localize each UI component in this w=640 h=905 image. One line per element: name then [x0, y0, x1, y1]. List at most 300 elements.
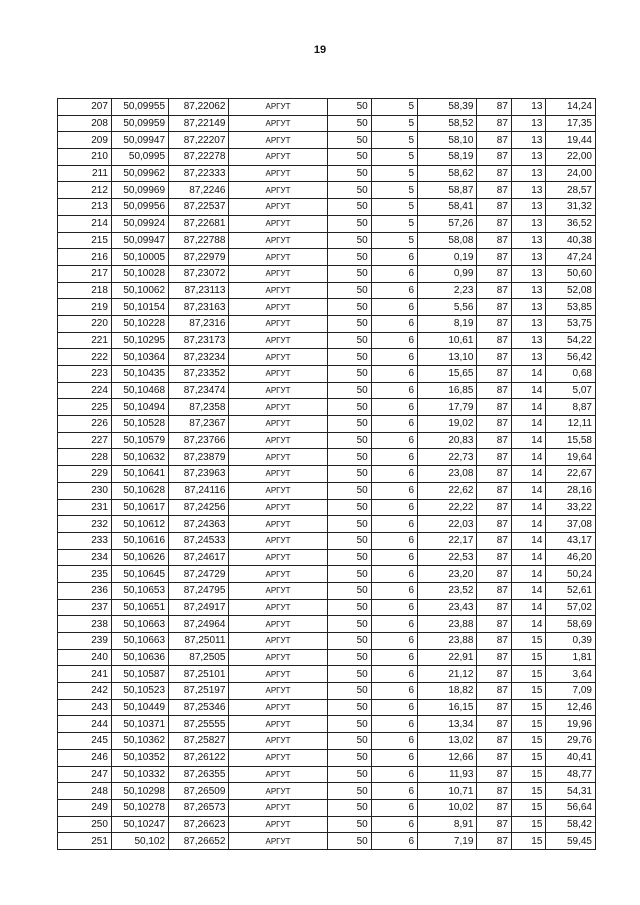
lat-degrees-cell: 50 — [327, 749, 371, 766]
lon-seconds-cell: 40,41 — [546, 749, 596, 766]
page-number: 19 — [313, 44, 327, 56]
lon-seconds-cell: 28,16 — [546, 482, 596, 499]
lon-minutes-cell: 13 — [511, 149, 546, 166]
lat-degrees-cell: 50 — [327, 466, 371, 483]
latitude-decimal-cell: 50,10636 — [111, 649, 168, 666]
longitude-decimal-cell: 87,24363 — [169, 516, 229, 533]
lat-seconds-cell: 0,19 — [418, 249, 477, 266]
lat-seconds-cell: 8,19 — [418, 315, 477, 332]
lat-degrees-cell: 50 — [327, 315, 371, 332]
lat-minutes-cell: 5 — [371, 99, 417, 116]
longitude-decimal-cell: 87,22537 — [169, 199, 229, 216]
point-number-cell: 220 — [58, 315, 112, 332]
longitude-decimal-cell: 87,24617 — [169, 549, 229, 566]
lon-minutes-cell: 15 — [511, 716, 546, 733]
lon-minutes-cell: 13 — [511, 232, 546, 249]
lat-degrees-cell: 50 — [327, 499, 371, 516]
lat-degrees-cell: 50 — [327, 399, 371, 416]
lon-minutes-cell: 14 — [511, 466, 546, 483]
lat-degrees-cell: 50 — [327, 215, 371, 232]
lat-seconds-cell: 12,66 — [418, 749, 477, 766]
lon-minutes-cell: 15 — [511, 683, 546, 700]
latitude-decimal-cell: 50,09924 — [111, 215, 168, 232]
point-number-cell: 211 — [58, 165, 112, 182]
lon-seconds-cell: 15,58 — [546, 432, 596, 449]
lon-minutes-cell: 15 — [511, 699, 546, 716]
lat-seconds-cell: 58,87 — [418, 182, 477, 199]
river-name-cell: АРГУТ — [229, 582, 327, 599]
point-number-cell: 217 — [58, 265, 112, 282]
table-row — [58, 516, 596, 533]
longitude-decimal-cell: 87,2367 — [169, 416, 229, 433]
longitude-decimal-cell: 87,24116 — [169, 482, 229, 499]
lon-degrees-cell: 87 — [477, 716, 512, 733]
river-name-cell: АРГУТ — [229, 199, 327, 216]
lon-seconds-cell: 31,32 — [546, 199, 596, 216]
river-name-cell: АРГУТ — [229, 182, 327, 199]
table-row — [58, 432, 596, 449]
lat-degrees-cell: 50 — [327, 549, 371, 566]
lat-seconds-cell: 57,26 — [418, 215, 477, 232]
lat-minutes-cell: 6 — [371, 633, 417, 650]
lon-degrees-cell: 87 — [477, 799, 512, 816]
point-number-cell: 208 — [58, 115, 112, 132]
table-row — [58, 366, 596, 383]
latitude-decimal-cell: 50,10626 — [111, 549, 168, 566]
table-row — [58, 315, 596, 332]
point-number-cell: 237 — [58, 599, 112, 616]
point-number-cell: 212 — [58, 182, 112, 199]
lon-minutes-cell: 13 — [511, 215, 546, 232]
table-row — [58, 332, 596, 349]
lat-degrees-cell: 50 — [327, 799, 371, 816]
longitude-decimal-cell: 87,26652 — [169, 833, 229, 850]
longitude-decimal-cell: 87,24256 — [169, 499, 229, 516]
point-number-cell: 232 — [58, 516, 112, 533]
lon-minutes-cell: 13 — [511, 132, 546, 149]
lat-seconds-cell: 16,15 — [418, 699, 477, 716]
table-row — [58, 532, 596, 549]
latitude-decimal-cell: 50,0995 — [111, 149, 168, 166]
river-name-cell: АРГУТ — [229, 382, 327, 399]
lat-minutes-cell: 6 — [371, 332, 417, 349]
lon-degrees-cell: 87 — [477, 199, 512, 216]
lat-seconds-cell: 13,34 — [418, 716, 477, 733]
lon-minutes-cell: 14 — [511, 532, 546, 549]
table-row — [58, 482, 596, 499]
lat-degrees-cell: 50 — [327, 616, 371, 633]
table-row — [58, 716, 596, 733]
point-number-cell: 210 — [58, 149, 112, 166]
longitude-decimal-cell: 87,2505 — [169, 649, 229, 666]
latitude-decimal-cell: 50,10364 — [111, 349, 168, 366]
point-number-cell: 226 — [58, 416, 112, 433]
latitude-decimal-cell: 50,10651 — [111, 599, 168, 616]
lat-minutes-cell: 6 — [371, 532, 417, 549]
lat-minutes-cell: 6 — [371, 449, 417, 466]
lat-degrees-cell: 50 — [327, 816, 371, 833]
longitude-decimal-cell: 87,23163 — [169, 299, 229, 316]
river-name-cell: АРГУТ — [229, 683, 327, 700]
lon-seconds-cell: 22,67 — [546, 466, 596, 483]
lon-seconds-cell: 12,11 — [546, 416, 596, 433]
lat-minutes-cell: 6 — [371, 666, 417, 683]
lon-minutes-cell: 13 — [511, 299, 546, 316]
lat-seconds-cell: 17,79 — [418, 399, 477, 416]
table-row — [58, 766, 596, 783]
lat-seconds-cell: 13,10 — [418, 349, 477, 366]
lon-degrees-cell: 87 — [477, 399, 512, 416]
longitude-decimal-cell: 87,24795 — [169, 582, 229, 599]
river-name-cell: АРГУТ — [229, 165, 327, 182]
point-number-cell: 223 — [58, 366, 112, 383]
lat-degrees-cell: 50 — [327, 115, 371, 132]
river-name-cell: АРГУТ — [229, 716, 327, 733]
lon-minutes-cell: 14 — [511, 482, 546, 499]
longitude-decimal-cell: 87,2246 — [169, 182, 229, 199]
lat-minutes-cell: 6 — [371, 516, 417, 533]
lon-degrees-cell: 87 — [477, 416, 512, 433]
lon-seconds-cell: 5,07 — [546, 382, 596, 399]
table-row — [58, 449, 596, 466]
latitude-decimal-cell: 50,10528 — [111, 416, 168, 433]
river-name-cell: АРГУТ — [229, 566, 327, 583]
lon-seconds-cell: 24,00 — [546, 165, 596, 182]
lat-seconds-cell: 5,56 — [418, 299, 477, 316]
latitude-decimal-cell: 50,10587 — [111, 666, 168, 683]
lat-degrees-cell: 50 — [327, 282, 371, 299]
lat-minutes-cell: 6 — [371, 282, 417, 299]
lon-degrees-cell: 87 — [477, 382, 512, 399]
lat-degrees-cell: 50 — [327, 416, 371, 433]
point-number-cell: 229 — [58, 466, 112, 483]
lon-degrees-cell: 87 — [477, 332, 512, 349]
lat-minutes-cell: 6 — [371, 315, 417, 332]
longitude-decimal-cell: 87,22207 — [169, 132, 229, 149]
lon-seconds-cell: 0,39 — [546, 633, 596, 650]
point-number-cell: 246 — [58, 749, 112, 766]
lat-degrees-cell: 50 — [327, 182, 371, 199]
table-row — [58, 599, 596, 616]
lat-seconds-cell: 22,91 — [418, 649, 477, 666]
table-row — [58, 666, 596, 683]
lat-minutes-cell: 6 — [371, 382, 417, 399]
river-name-cell: АРГУТ — [229, 599, 327, 616]
point-number-cell: 250 — [58, 816, 112, 833]
longitude-decimal-cell: 87,22149 — [169, 115, 229, 132]
lon-degrees-cell: 87 — [477, 649, 512, 666]
lon-degrees-cell: 87 — [477, 466, 512, 483]
latitude-decimal-cell: 50,10371 — [111, 716, 168, 733]
point-number-cell: 207 — [58, 99, 112, 116]
lat-degrees-cell: 50 — [327, 232, 371, 249]
river-name-cell: АРГУТ — [229, 699, 327, 716]
longitude-decimal-cell: 87,22333 — [169, 165, 229, 182]
lon-minutes-cell: 13 — [511, 182, 546, 199]
latitude-decimal-cell: 50,10612 — [111, 516, 168, 533]
longitude-decimal-cell: 87,22681 — [169, 215, 229, 232]
point-number-cell: 225 — [58, 399, 112, 416]
lat-minutes-cell: 6 — [371, 582, 417, 599]
river-name-cell: АРГУТ — [229, 666, 327, 683]
table-row — [58, 616, 596, 633]
lat-degrees-cell: 50 — [327, 566, 371, 583]
lon-seconds-cell: 47,24 — [546, 249, 596, 266]
table-row — [58, 182, 596, 199]
lat-degrees-cell: 50 — [327, 482, 371, 499]
table-row — [58, 349, 596, 366]
point-number-cell: 221 — [58, 332, 112, 349]
lat-seconds-cell: 8,91 — [418, 816, 477, 833]
latitude-decimal-cell: 50,09959 — [111, 115, 168, 132]
lon-degrees-cell: 87 — [477, 432, 512, 449]
lon-degrees-cell: 87 — [477, 566, 512, 583]
table-row — [58, 99, 596, 116]
lat-seconds-cell: 23,52 — [418, 582, 477, 599]
latitude-decimal-cell: 50,10062 — [111, 282, 168, 299]
lat-degrees-cell: 50 — [327, 99, 371, 116]
latitude-decimal-cell: 50,10247 — [111, 816, 168, 833]
lon-degrees-cell: 87 — [477, 499, 512, 516]
lat-minutes-cell: 6 — [371, 816, 417, 833]
lat-degrees-cell: 50 — [327, 332, 371, 349]
river-name-cell: АРГУТ — [229, 733, 327, 750]
point-number-cell: 239 — [58, 633, 112, 650]
lat-degrees-cell: 50 — [327, 299, 371, 316]
river-name-cell: АРГУТ — [229, 549, 327, 566]
lat-minutes-cell: 5 — [371, 115, 417, 132]
lon-seconds-cell: 19,44 — [546, 132, 596, 149]
lon-seconds-cell: 57,02 — [546, 599, 596, 616]
table-row — [58, 249, 596, 266]
latitude-decimal-cell: 50,10663 — [111, 616, 168, 633]
table-row — [58, 382, 596, 399]
lat-minutes-cell: 6 — [371, 599, 417, 616]
lon-minutes-cell: 14 — [511, 516, 546, 533]
lon-seconds-cell: 58,69 — [546, 616, 596, 633]
lat-minutes-cell: 6 — [371, 683, 417, 700]
point-number-cell: 238 — [58, 616, 112, 633]
table-row — [58, 549, 596, 566]
lat-degrees-cell: 50 — [327, 649, 371, 666]
table-row — [58, 733, 596, 750]
lon-degrees-cell: 87 — [477, 299, 512, 316]
table-row — [58, 165, 596, 182]
table-row — [58, 582, 596, 599]
lat-degrees-cell: 50 — [327, 683, 371, 700]
latitude-decimal-cell: 50,10228 — [111, 315, 168, 332]
lon-degrees-cell: 87 — [477, 616, 512, 633]
table-body — [58, 99, 596, 850]
river-name-cell: АРГУТ — [229, 766, 327, 783]
lon-seconds-cell: 19,96 — [546, 716, 596, 733]
lat-degrees-cell: 50 — [327, 199, 371, 216]
lon-seconds-cell: 3,64 — [546, 666, 596, 683]
point-number-cell: 219 — [58, 299, 112, 316]
lon-seconds-cell: 43,17 — [546, 532, 596, 549]
lat-minutes-cell: 6 — [371, 549, 417, 566]
lat-minutes-cell: 6 — [371, 649, 417, 666]
point-number-cell: 249 — [58, 799, 112, 816]
latitude-decimal-cell: 50,10579 — [111, 432, 168, 449]
lon-seconds-cell: 29,76 — [546, 733, 596, 750]
point-number-cell: 230 — [58, 482, 112, 499]
lat-minutes-cell: 6 — [371, 349, 417, 366]
lon-seconds-cell: 33,22 — [546, 499, 596, 516]
lon-minutes-cell: 13 — [511, 99, 546, 116]
lon-seconds-cell: 8,87 — [546, 399, 596, 416]
lat-minutes-cell: 6 — [371, 482, 417, 499]
lon-minutes-cell: 14 — [511, 382, 546, 399]
lon-degrees-cell: 87 — [477, 749, 512, 766]
lat-minutes-cell: 5 — [371, 149, 417, 166]
lat-minutes-cell: 6 — [371, 616, 417, 633]
latitude-decimal-cell: 50,10352 — [111, 749, 168, 766]
lat-degrees-cell: 50 — [327, 432, 371, 449]
table-row — [58, 199, 596, 216]
longitude-decimal-cell: 87,23766 — [169, 432, 229, 449]
point-number-cell: 209 — [58, 132, 112, 149]
point-number-cell: 213 — [58, 199, 112, 216]
lat-minutes-cell: 6 — [371, 749, 417, 766]
coordinates-table — [57, 98, 596, 850]
longitude-decimal-cell: 87,26623 — [169, 816, 229, 833]
latitude-decimal-cell: 50,10362 — [111, 733, 168, 750]
river-name-cell: АРГУТ — [229, 466, 327, 483]
lon-seconds-cell: 19,64 — [546, 449, 596, 466]
lon-degrees-cell: 87 — [477, 516, 512, 533]
longitude-decimal-cell: 87,25011 — [169, 633, 229, 650]
river-name-cell: АРГУТ — [229, 516, 327, 533]
river-name-cell: АРГУТ — [229, 799, 327, 816]
latitude-decimal-cell: 50,10295 — [111, 332, 168, 349]
point-number-cell: 222 — [58, 349, 112, 366]
lon-minutes-cell: 13 — [511, 349, 546, 366]
point-number-cell: 247 — [58, 766, 112, 783]
lon-degrees-cell: 87 — [477, 833, 512, 850]
point-number-cell: 244 — [58, 716, 112, 733]
lon-seconds-cell: 50,60 — [546, 265, 596, 282]
lat-minutes-cell: 5 — [371, 199, 417, 216]
lat-minutes-cell: 6 — [371, 299, 417, 316]
point-number-cell: 216 — [58, 249, 112, 266]
table-row — [58, 416, 596, 433]
longitude-decimal-cell: 87,24964 — [169, 616, 229, 633]
longitude-decimal-cell: 87,25101 — [169, 666, 229, 683]
river-name-cell: АРГУТ — [229, 215, 327, 232]
lat-degrees-cell: 50 — [327, 132, 371, 149]
lat-seconds-cell: 18,82 — [418, 683, 477, 700]
river-name-cell: АРГУТ — [229, 416, 327, 433]
lon-seconds-cell: 48,77 — [546, 766, 596, 783]
longitude-decimal-cell: 87,24729 — [169, 566, 229, 583]
lon-degrees-cell: 87 — [477, 265, 512, 282]
longitude-decimal-cell: 87,24533 — [169, 532, 229, 549]
lat-degrees-cell: 50 — [327, 783, 371, 800]
lon-minutes-cell: 15 — [511, 766, 546, 783]
lon-minutes-cell: 13 — [511, 249, 546, 266]
latitude-decimal-cell: 50,10298 — [111, 783, 168, 800]
lon-degrees-cell: 87 — [477, 666, 512, 683]
latitude-decimal-cell: 50,09947 — [111, 132, 168, 149]
lon-degrees-cell: 87 — [477, 482, 512, 499]
lat-seconds-cell: 22,53 — [418, 549, 477, 566]
lat-minutes-cell: 6 — [371, 699, 417, 716]
river-name-cell: АРГУТ — [229, 265, 327, 282]
river-name-cell: АРГУТ — [229, 349, 327, 366]
lon-degrees-cell: 87 — [477, 816, 512, 833]
river-name-cell: АРГУТ — [229, 499, 327, 516]
lat-minutes-cell: 6 — [371, 766, 417, 783]
river-name-cell: АРГУТ — [229, 115, 327, 132]
point-number-cell: 233 — [58, 532, 112, 549]
lat-minutes-cell: 5 — [371, 215, 417, 232]
lon-degrees-cell: 87 — [477, 366, 512, 383]
longitude-decimal-cell: 87,24917 — [169, 599, 229, 616]
latitude-decimal-cell: 50,10617 — [111, 499, 168, 516]
lon-seconds-cell: 52,08 — [546, 282, 596, 299]
longitude-decimal-cell: 87,26122 — [169, 749, 229, 766]
lat-minutes-cell: 6 — [371, 783, 417, 800]
lat-seconds-cell: 22,22 — [418, 499, 477, 516]
lon-minutes-cell: 13 — [511, 315, 546, 332]
lat-minutes-cell: 5 — [371, 232, 417, 249]
longitude-decimal-cell: 87,26573 — [169, 799, 229, 816]
longitude-decimal-cell: 87,23113 — [169, 282, 229, 299]
latitude-decimal-cell: 50,09947 — [111, 232, 168, 249]
river-name-cell: АРГУТ — [229, 749, 327, 766]
lon-minutes-cell: 13 — [511, 265, 546, 282]
lon-seconds-cell: 7,09 — [546, 683, 596, 700]
table-row — [58, 816, 596, 833]
longitude-decimal-cell: 87,23234 — [169, 349, 229, 366]
lon-seconds-cell: 56,64 — [546, 799, 596, 816]
table-row — [58, 783, 596, 800]
lat-degrees-cell: 50 — [327, 766, 371, 783]
lat-minutes-cell: 6 — [371, 716, 417, 733]
lon-degrees-cell: 87 — [477, 182, 512, 199]
lon-degrees-cell: 87 — [477, 766, 512, 783]
longitude-decimal-cell: 87,23173 — [169, 332, 229, 349]
table-row — [58, 215, 596, 232]
point-number-cell: 236 — [58, 582, 112, 599]
river-name-cell: АРГУТ — [229, 532, 327, 549]
river-name-cell: АРГУТ — [229, 783, 327, 800]
lon-minutes-cell: 13 — [511, 332, 546, 349]
lat-seconds-cell: 58,39 — [418, 99, 477, 116]
longitude-decimal-cell: 87,22278 — [169, 149, 229, 166]
longitude-decimal-cell: 87,26355 — [169, 766, 229, 783]
river-name-cell: АРГУТ — [229, 332, 327, 349]
lon-degrees-cell: 87 — [477, 115, 512, 132]
lat-minutes-cell: 6 — [371, 499, 417, 516]
longitude-decimal-cell: 87,25827 — [169, 733, 229, 750]
lon-degrees-cell: 87 — [477, 132, 512, 149]
lat-minutes-cell: 6 — [371, 799, 417, 816]
lat-seconds-cell: 58,10 — [418, 132, 477, 149]
lat-seconds-cell: 13,02 — [418, 733, 477, 750]
lat-minutes-cell: 6 — [371, 566, 417, 583]
lon-degrees-cell: 87 — [477, 683, 512, 700]
table-row — [58, 232, 596, 249]
lon-seconds-cell: 1,81 — [546, 649, 596, 666]
lat-degrees-cell: 50 — [327, 165, 371, 182]
lat-seconds-cell: 58,41 — [418, 199, 477, 216]
lon-seconds-cell: 28,57 — [546, 182, 596, 199]
lat-minutes-cell: 5 — [371, 132, 417, 149]
lat-seconds-cell: 11,93 — [418, 766, 477, 783]
point-number-cell: 214 — [58, 215, 112, 232]
